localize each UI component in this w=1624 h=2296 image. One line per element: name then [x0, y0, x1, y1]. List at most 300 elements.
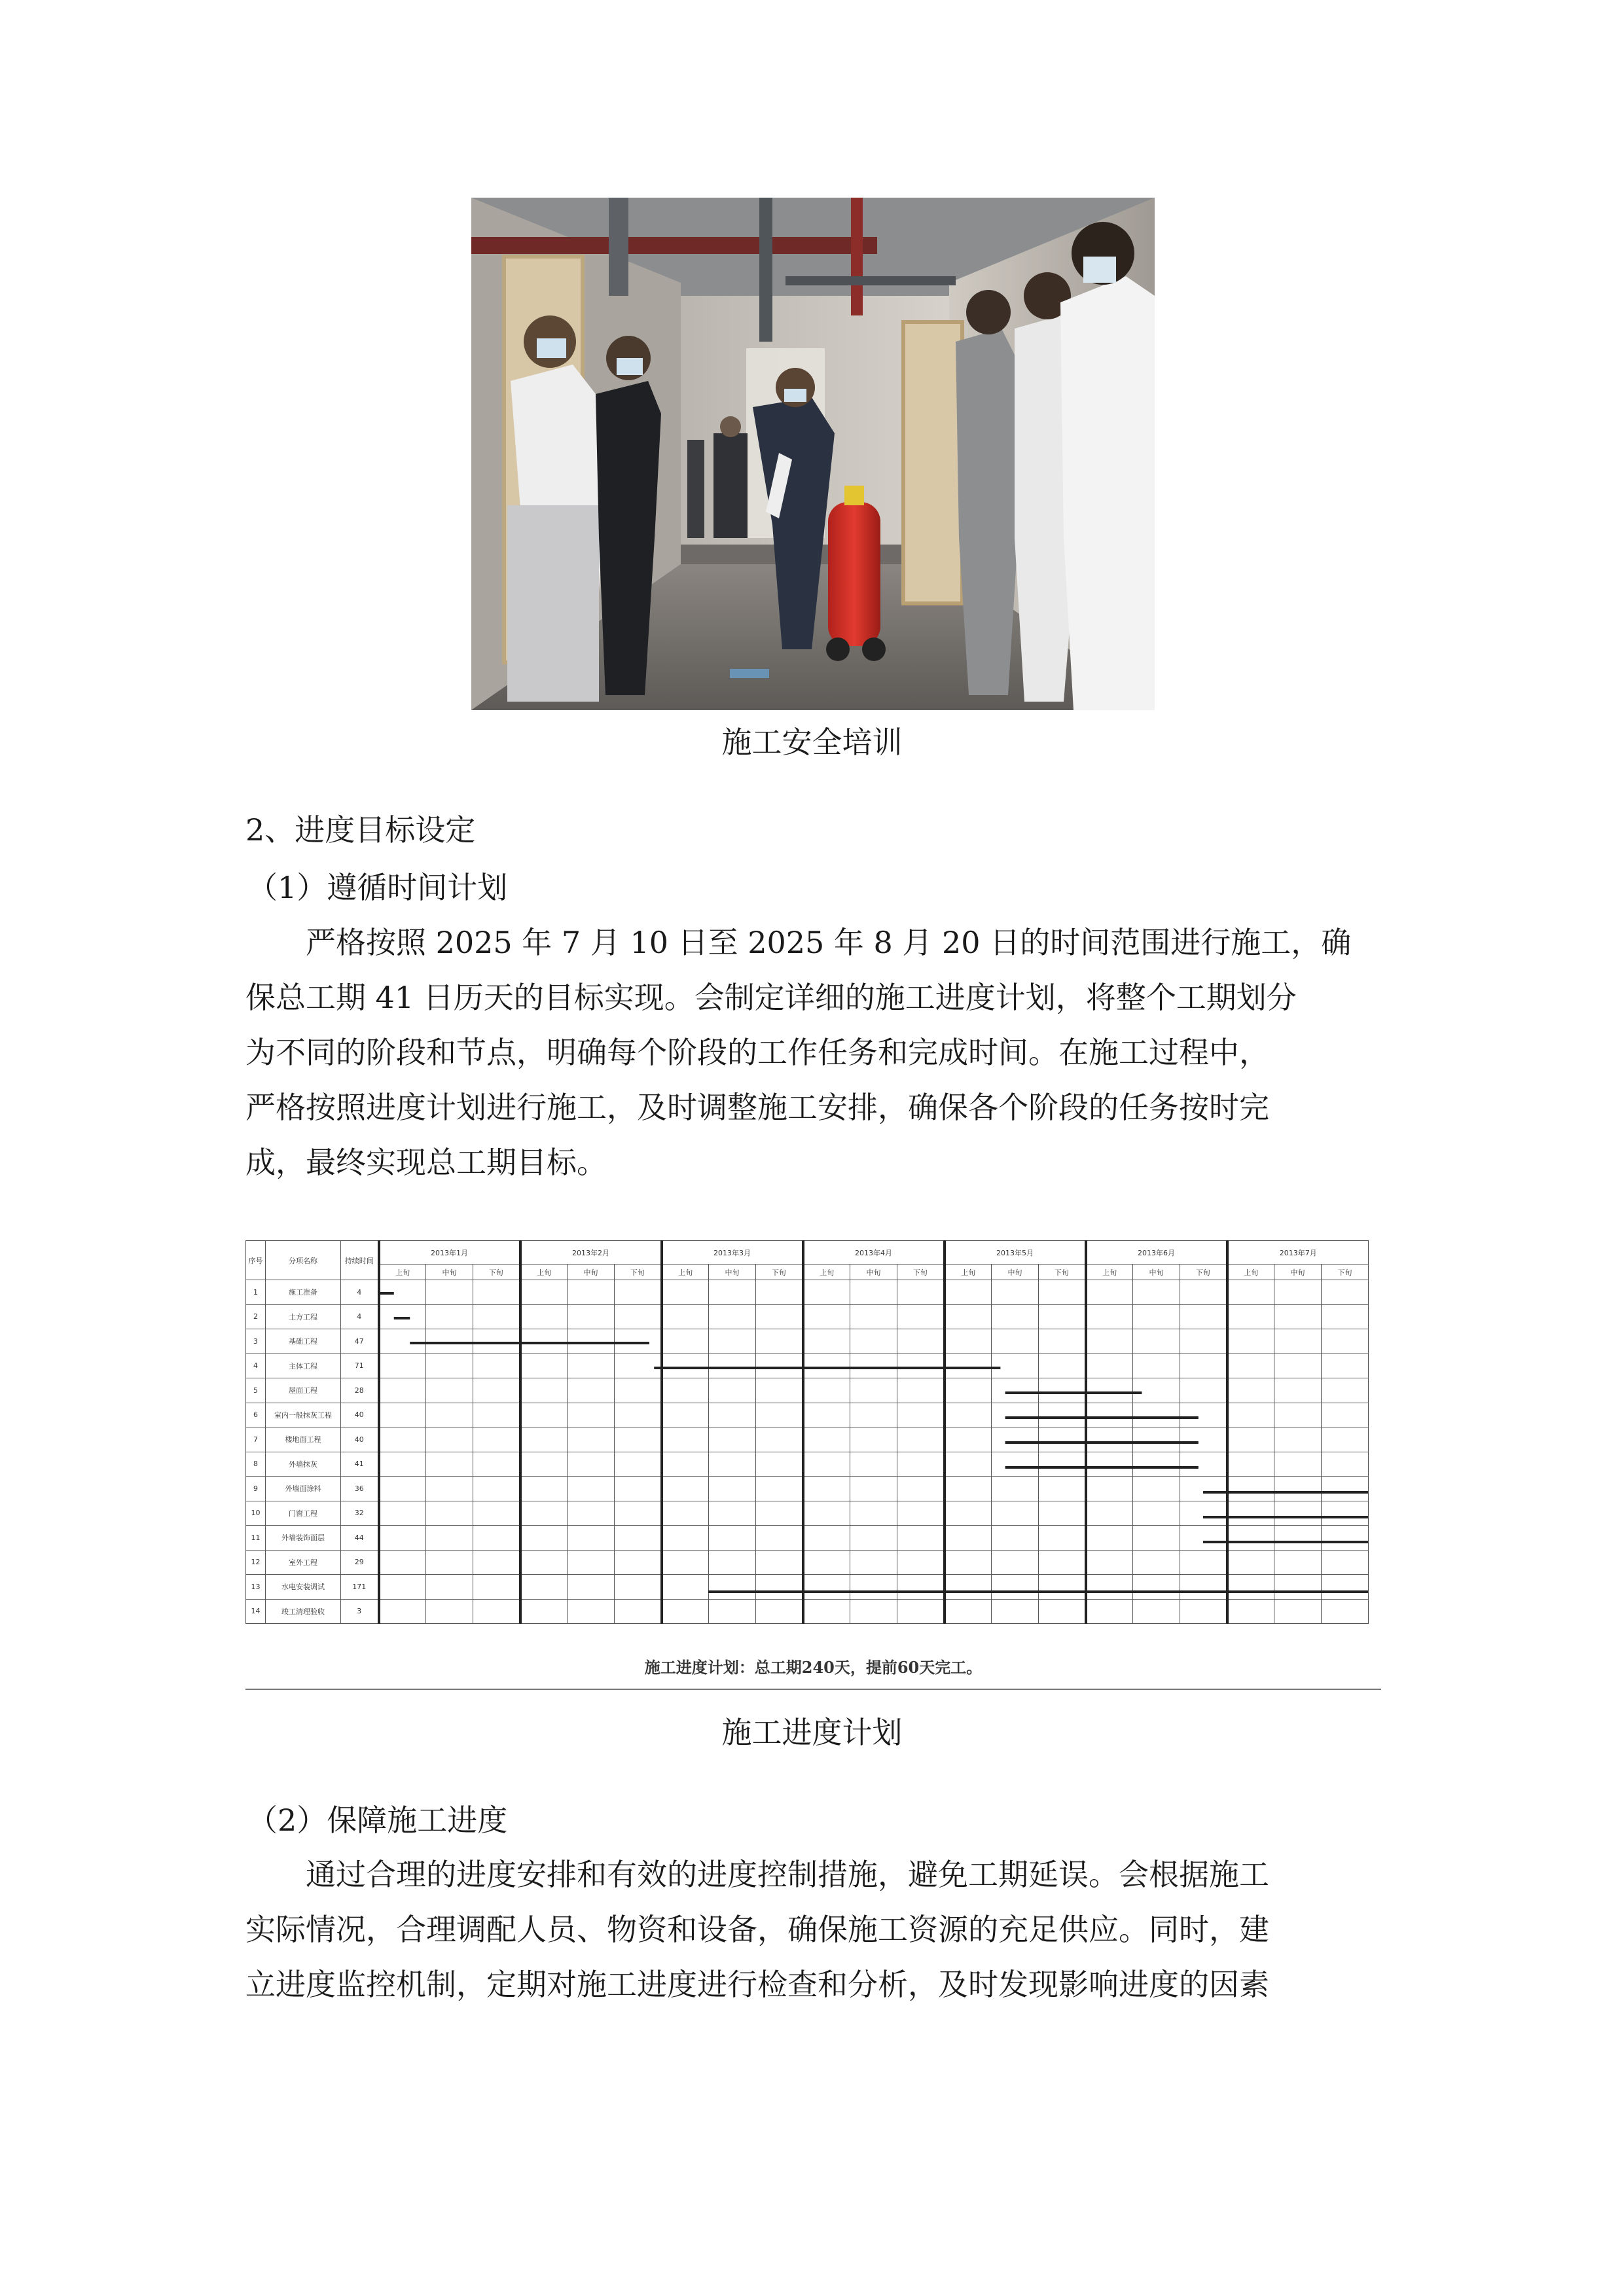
- gantt-timeline-cell: [520, 1304, 568, 1329]
- gantt-timeline-cell: [1133, 1329, 1180, 1354]
- gantt-timeline-cell: [568, 1378, 615, 1403]
- gantt-timeline-cell: [897, 1354, 945, 1378]
- gantt-period-header: 下旬: [473, 1265, 520, 1280]
- gantt-timeline-cell: [756, 1329, 803, 1354]
- gantt-timeline-cell: [1086, 1304, 1133, 1329]
- gantt-timeline-cell: [945, 1378, 992, 1403]
- paragraph-1-line: 为不同的阶段和节点，明确每个阶段的工作任务和完成时间。在施工过程中，: [245, 1035, 1269, 1070]
- gantt-timeline-cell: [897, 1550, 945, 1575]
- gantt-timeline-cell: [897, 1304, 945, 1329]
- gantt-timeline-cell: [1039, 1599, 1086, 1624]
- gantt-timeline-cell: [850, 1304, 897, 1329]
- gantt-timeline-cell: [1274, 1304, 1322, 1329]
- gantt-timeline-cell: [473, 1304, 520, 1329]
- gantt-timeline-cell: [520, 1403, 568, 1427]
- gantt-timeline-cell: [803, 1575, 850, 1600]
- gantt-timeline-cell: [1322, 1280, 1369, 1305]
- gantt-timeline-cell: [709, 1575, 756, 1600]
- gantt-timeline-cell: [379, 1575, 426, 1600]
- gantt-timeline-cell: [379, 1329, 426, 1354]
- gantt-timeline-cell: [473, 1550, 520, 1575]
- paragraph-1-line: 保总工期 41 日历天的目标实现。会制定详细的施工进度计划，将整个工期划分: [245, 980, 1297, 1015]
- gantt-timeline-cell: [850, 1427, 897, 1452]
- gantt-timeline-cell: [426, 1403, 473, 1427]
- gantt-timeline-cell: [662, 1501, 709, 1526]
- gantt-bottom-rule: [245, 1689, 1381, 1690]
- subsection-heading-1: （1）遵循时间计划: [247, 870, 508, 905]
- gantt-timeline-cell: [1086, 1550, 1133, 1575]
- gantt-period-header: 中旬: [850, 1265, 897, 1280]
- gantt-cell-name: 基础工程: [266, 1329, 341, 1354]
- gantt-timeline-cell: [1274, 1575, 1322, 1600]
- gantt-cell-no: 5: [246, 1378, 266, 1403]
- gantt-timeline-cell: [426, 1427, 473, 1452]
- gantt-timeline-cell: [1180, 1501, 1227, 1526]
- gantt-timeline-cell: [473, 1477, 520, 1501]
- gantt-timeline-cell: [1133, 1452, 1180, 1477]
- gantt-timeline-cell: [1322, 1452, 1369, 1477]
- gantt-timeline-cell: [662, 1354, 709, 1378]
- gantt-timeline-cell: [1133, 1354, 1180, 1378]
- gantt-timeline-cell: [945, 1427, 992, 1452]
- gantt-cell-duration: 40: [341, 1403, 379, 1427]
- gantt-row: [246, 1501, 1369, 1526]
- gantt-timeline-cell: [756, 1599, 803, 1624]
- gantt-row: [246, 1378, 1369, 1403]
- gantt-timeline-cell: [1086, 1354, 1133, 1378]
- gantt-cell-duration: 4: [341, 1304, 379, 1329]
- gantt-month-header: 2013年3月: [662, 1241, 803, 1265]
- gantt-timeline-cell: [803, 1403, 850, 1427]
- gantt-timeline-cell: [945, 1280, 992, 1305]
- gantt-timeline-cell: [1039, 1550, 1086, 1575]
- gantt-row: [246, 1329, 1369, 1354]
- gantt-month-header: 2013年6月: [1086, 1241, 1227, 1265]
- gantt-timeline-cell: [568, 1452, 615, 1477]
- gantt-period-header: 上旬: [520, 1265, 568, 1280]
- gantt-timeline-cell: [992, 1427, 1039, 1452]
- safety-training-photo: [471, 198, 1155, 710]
- gantt-timeline-cell: [426, 1452, 473, 1477]
- gantt-timeline-cell: [520, 1526, 568, 1551]
- gantt-timeline-cell: [615, 1599, 662, 1624]
- gantt-timeline-cell: [426, 1477, 473, 1501]
- paragraph-1: [245, 915, 1378, 1190]
- gantt-timeline-cell: [379, 1427, 426, 1452]
- gantt-caption: 施工进度计划: [721, 1715, 903, 1750]
- gantt-timeline-cell: [897, 1329, 945, 1354]
- gantt-timeline-cell: [756, 1280, 803, 1305]
- gantt-timeline-cell: [992, 1501, 1039, 1526]
- gantt-timeline-cell: [850, 1550, 897, 1575]
- gantt-timeline-cell: [945, 1304, 992, 1329]
- gantt-timeline-cell: [568, 1550, 615, 1575]
- gantt-timeline-cell: [426, 1354, 473, 1378]
- paragraph-1-line: 成，最终实现总工期目标。: [245, 1145, 607, 1180]
- gantt-timeline-cell: [662, 1599, 709, 1624]
- gantt-timeline-cell: [803, 1280, 850, 1305]
- gantt-timeline-cell: [520, 1477, 568, 1501]
- gantt-timeline-cell: [473, 1452, 520, 1477]
- gantt-timeline-cell: [426, 1329, 473, 1354]
- gantt-timeline-cell: [520, 1599, 568, 1624]
- gantt-timeline-cell: [1086, 1403, 1133, 1427]
- gantt-period-header: 上旬: [945, 1265, 992, 1280]
- gantt-timeline-cell: [1227, 1575, 1274, 1600]
- gantt-timeline-cell: [1180, 1452, 1227, 1477]
- gantt-timeline-cell: [1322, 1427, 1369, 1452]
- gantt-timeline-cell: [1039, 1452, 1086, 1477]
- gantt-timeline-cell: [850, 1575, 897, 1600]
- paragraph-2-line: 实际情况，合理调配人员、物资和设备，确保施工资源的充足供应。同时，建: [245, 1912, 1269, 1947]
- gantt-timeline-cell: [568, 1354, 615, 1378]
- photo-caption: 施工安全培训: [721, 725, 903, 760]
- gantt-timeline-cell: [615, 1526, 662, 1551]
- gantt-timeline-cell: [520, 1427, 568, 1452]
- gantt-timeline-cell: [1039, 1304, 1086, 1329]
- gantt-timeline-cell: [850, 1477, 897, 1501]
- gantt-period-header: 上旬: [379, 1265, 426, 1280]
- gantt-row: [246, 1304, 1369, 1329]
- gantt-timeline-cell: [992, 1378, 1039, 1403]
- gantt-timeline-cell: [709, 1354, 756, 1378]
- gantt-timeline-cell: [1039, 1403, 1086, 1427]
- gantt-cell-name: 外墙装饰面层: [266, 1526, 341, 1551]
- gantt-timeline-cell: [379, 1403, 426, 1427]
- gantt-timeline-cell: [1086, 1329, 1133, 1354]
- gantt-timeline-cell: [709, 1526, 756, 1551]
- gantt-row: [246, 1526, 1369, 1551]
- gantt-period-header: 下旬: [1039, 1265, 1086, 1280]
- gantt-timeline-cell: [1322, 1501, 1369, 1526]
- gantt-timeline-cell: [615, 1304, 662, 1329]
- gantt-timeline-cell: [426, 1526, 473, 1551]
- gantt-row: [246, 1427, 1369, 1452]
- gantt-timeline-cell: [379, 1477, 426, 1501]
- gantt-timeline-cell: [992, 1304, 1039, 1329]
- gantt-timeline-cell: [615, 1452, 662, 1477]
- gantt-timeline-cell: [709, 1501, 756, 1526]
- gantt-cell-no: 6: [246, 1403, 266, 1427]
- gantt-timeline-cell: [1274, 1427, 1322, 1452]
- gantt-timeline-cell: [945, 1452, 992, 1477]
- gantt-cell-name: 室外工程: [266, 1550, 341, 1575]
- gantt-timeline-cell: [1180, 1427, 1227, 1452]
- gantt-row: [246, 1452, 1369, 1477]
- gantt-timeline-cell: [662, 1452, 709, 1477]
- gantt-timeline-cell: [1274, 1354, 1322, 1378]
- gantt-cell-duration: 36: [341, 1477, 379, 1501]
- gantt-timeline-cell: [1274, 1452, 1322, 1477]
- gantt-timeline-cell: [1133, 1550, 1180, 1575]
- gantt-timeline-cell: [756, 1526, 803, 1551]
- gantt-timeline-cell: [1180, 1354, 1227, 1378]
- gantt-timeline-cell: [473, 1403, 520, 1427]
- gantt-timeline-cell: [1227, 1304, 1274, 1329]
- gantt-timeline-cell: [1227, 1329, 1274, 1354]
- gantt-cell-duration: 28: [341, 1378, 379, 1403]
- gantt-timeline-cell: [1133, 1304, 1180, 1329]
- gantt-timeline-cell: [1180, 1550, 1227, 1575]
- gantt-timeline-cell: [568, 1427, 615, 1452]
- paragraph-2-line: 通过合理的进度安排和有效的进度控制措施，避免工期延误。会根据施工: [306, 1857, 1269, 1892]
- gantt-timeline-cell: [709, 1403, 756, 1427]
- gantt-cell-duration: 44: [341, 1526, 379, 1551]
- gantt-footer-note: 施工进度计划：总工期240天，提前60天完工。: [644, 1658, 983, 1677]
- section-heading: 2、进度目标设定: [245, 812, 476, 848]
- gantt-timeline-cell: [379, 1501, 426, 1526]
- gantt-timeline-cell: [897, 1427, 945, 1452]
- gantt-timeline-cell: [897, 1501, 945, 1526]
- gantt-timeline-cell: [897, 1452, 945, 1477]
- gantt-timeline-cell: [1133, 1280, 1180, 1305]
- gantt-timeline-cell: [850, 1501, 897, 1526]
- gantt-timeline-cell: [1039, 1329, 1086, 1354]
- gantt-timeline-cell: [1227, 1280, 1274, 1305]
- gantt-timeline-cell: [615, 1477, 662, 1501]
- gantt-timeline-cell: [1227, 1427, 1274, 1452]
- gantt-row: [246, 1550, 1369, 1575]
- gantt-timeline-cell: [992, 1550, 1039, 1575]
- gantt-cell-name: 水电安装调试: [266, 1575, 341, 1600]
- gantt-cell-no: 3: [246, 1329, 266, 1354]
- gantt-cell-no: 9: [246, 1477, 266, 1501]
- gantt-timeline-cell: [379, 1599, 426, 1624]
- gantt-timeline-cell: [426, 1280, 473, 1305]
- gantt-cell-name: 外墙面涂料: [266, 1477, 341, 1501]
- gantt-timeline-cell: [1039, 1354, 1086, 1378]
- gantt-timeline-cell: [520, 1280, 568, 1305]
- gantt-timeline-cell: [426, 1599, 473, 1624]
- gantt-timeline-cell: [1180, 1477, 1227, 1501]
- subsection-heading-2: （2）保障施工进度: [247, 1803, 508, 1838]
- gantt-timeline-cell: [473, 1501, 520, 1526]
- gantt-timeline-cell: [803, 1452, 850, 1477]
- gantt-timeline-cell: [945, 1354, 992, 1378]
- gantt-cell-name: 土方工程: [266, 1304, 341, 1329]
- gantt-timeline-cell: [615, 1280, 662, 1305]
- gantt-cell-name: 主体工程: [266, 1354, 341, 1378]
- gantt-timeline-cell: [379, 1354, 426, 1378]
- gantt-cell-duration: 47: [341, 1329, 379, 1354]
- gantt-period-header: 中旬: [709, 1265, 756, 1280]
- gantt-timeline-cell: [945, 1526, 992, 1551]
- gantt-period-header: 中旬: [1133, 1265, 1180, 1280]
- gantt-timeline-cell: [1086, 1477, 1133, 1501]
- gantt-month-header: 2013年1月: [379, 1241, 520, 1265]
- gantt-timeline-cell: [992, 1575, 1039, 1600]
- gantt-timeline-cell: [850, 1354, 897, 1378]
- gantt-timeline-cell: [520, 1378, 568, 1403]
- gantt-timeline-cell: [945, 1550, 992, 1575]
- gantt-timeline-cell: [615, 1427, 662, 1452]
- gantt-timeline-cell: [473, 1575, 520, 1600]
- gantt-timeline-cell: [1180, 1575, 1227, 1600]
- gantt-timeline-cell: [803, 1378, 850, 1403]
- gantt-timeline-cell: [662, 1280, 709, 1305]
- gantt-timeline-cell: [1039, 1280, 1086, 1305]
- gantt-period-header: 中旬: [426, 1265, 473, 1280]
- gantt-timeline-cell: [945, 1599, 992, 1624]
- gantt-period-header: 下旬: [756, 1265, 803, 1280]
- gantt-timeline-cell: [1274, 1501, 1322, 1526]
- gantt-timeline-cell: [1180, 1329, 1227, 1354]
- gantt-timeline-cell: [1086, 1599, 1133, 1624]
- gantt-timeline-cell: [897, 1575, 945, 1600]
- gantt-timeline-cell: [1227, 1452, 1274, 1477]
- gantt-timeline-cell: [568, 1477, 615, 1501]
- gantt-timeline-cell: [709, 1304, 756, 1329]
- gantt-cell-duration: 40: [341, 1427, 379, 1452]
- gantt-timeline-cell: [1274, 1550, 1322, 1575]
- gantt-col-header: 分项名称: [266, 1241, 341, 1280]
- gantt-timeline-cell: [756, 1304, 803, 1329]
- gantt-timeline-cell: [756, 1575, 803, 1600]
- gantt-month-header: 2013年5月: [945, 1241, 1086, 1265]
- gantt-timeline-cell: [1039, 1575, 1086, 1600]
- gantt-timeline-cell: [1039, 1501, 1086, 1526]
- gantt-timeline-cell: [709, 1599, 756, 1624]
- gantt-timeline-cell: [709, 1280, 756, 1305]
- gantt-timeline-cell: [568, 1403, 615, 1427]
- gantt-timeline-cell: [1274, 1403, 1322, 1427]
- gantt-timeline-cell: [897, 1526, 945, 1551]
- gantt-timeline-cell: [1133, 1501, 1180, 1526]
- gantt-timeline-cell: [568, 1526, 615, 1551]
- gantt-timeline-cell: [709, 1378, 756, 1403]
- gantt-timeline-cell: [945, 1501, 992, 1526]
- gantt-cell-duration: 4: [341, 1280, 379, 1305]
- gantt-cell-no: 11: [246, 1526, 266, 1551]
- paragraph-2: [245, 1847, 1378, 2012]
- gantt-col-header: 持续时间: [341, 1241, 379, 1280]
- gantt-timeline-cell: [1180, 1599, 1227, 1624]
- gantt-timeline-cell: [615, 1354, 662, 1378]
- gantt-cell-name: 楼地面工程: [266, 1427, 341, 1452]
- gantt-timeline-cell: [615, 1501, 662, 1526]
- gantt-timeline-cell: [897, 1280, 945, 1305]
- gantt-cell-name: 施工准备: [266, 1280, 341, 1305]
- gantt-timeline-cell: [473, 1329, 520, 1354]
- gantt-timeline-cell: [803, 1329, 850, 1354]
- gantt-timeline-cell: [756, 1477, 803, 1501]
- gantt-timeline-cell: [850, 1599, 897, 1624]
- gantt-timeline-cell: [1133, 1575, 1180, 1600]
- gantt-timeline-cell: [850, 1526, 897, 1551]
- gantt-timeline-cell: [803, 1526, 850, 1551]
- gantt-timeline-cell: [426, 1304, 473, 1329]
- gantt-timeline-cell: [709, 1427, 756, 1452]
- gantt-timeline-cell: [992, 1599, 1039, 1624]
- gantt-timeline-cell: [568, 1575, 615, 1600]
- gantt-timeline-cell: [992, 1329, 1039, 1354]
- gantt-timeline-cell: [992, 1452, 1039, 1477]
- gantt-timeline-cell: [945, 1329, 992, 1354]
- gantt-timeline-cell: [1274, 1599, 1322, 1624]
- gantt-cell-name: 门窗工程: [266, 1501, 341, 1526]
- gantt-timeline-cell: [426, 1378, 473, 1403]
- gantt-timeline-cell: [1086, 1378, 1133, 1403]
- gantt-timeline-cell: [897, 1477, 945, 1501]
- gantt-timeline-cell: [1227, 1477, 1274, 1501]
- gantt-timeline-cell: [520, 1452, 568, 1477]
- gantt-timeline-cell: [945, 1403, 992, 1427]
- gantt-row: [246, 1575, 1369, 1600]
- gantt-timeline-cell: [1086, 1427, 1133, 1452]
- photo-illustration: [471, 198, 1155, 710]
- gantt-timeline-cell: [1322, 1378, 1369, 1403]
- gantt-timeline-cell: [1322, 1575, 1369, 1600]
- gantt-timeline-cell: [379, 1550, 426, 1575]
- gantt-timeline-cell: [756, 1452, 803, 1477]
- gantt-timeline-cell: [1274, 1329, 1322, 1354]
- gantt-timeline-cell: [662, 1526, 709, 1551]
- gantt-timeline-cell: [1180, 1403, 1227, 1427]
- gantt-timeline-cell: [1086, 1501, 1133, 1526]
- gantt-cell-duration: 71: [341, 1354, 379, 1378]
- gantt-row: [246, 1403, 1369, 1427]
- gantt-timeline-cell: [473, 1280, 520, 1305]
- gantt-grid: [245, 1240, 1369, 1624]
- gantt-row: [246, 1280, 1369, 1305]
- gantt-timeline-cell: [1227, 1599, 1274, 1624]
- gantt-timeline-cell: [1086, 1452, 1133, 1477]
- gantt-timeline-cell: [1180, 1526, 1227, 1551]
- gantt-timeline-cell: [615, 1550, 662, 1575]
- gantt-timeline-cell: [662, 1304, 709, 1329]
- paragraph-2-line: 立进度监控机制，定期对施工进度进行检查和分析，及时发现影响进度的因素: [245, 1967, 1269, 2002]
- gantt-timeline-cell: [1322, 1477, 1369, 1501]
- gantt-cell-duration: 41: [341, 1452, 379, 1477]
- gantt-cell-no: 10: [246, 1501, 266, 1526]
- gantt-timeline-cell: [1227, 1378, 1274, 1403]
- gantt-timeline-cell: [756, 1501, 803, 1526]
- gantt-timeline-cell: [992, 1526, 1039, 1551]
- gantt-timeline-cell: [803, 1477, 850, 1501]
- gantt-timeline-cell: [379, 1452, 426, 1477]
- gantt-timeline-cell: [1227, 1403, 1274, 1427]
- gantt-timeline-cell: [850, 1280, 897, 1305]
- gantt-timeline-cell: [379, 1378, 426, 1403]
- gantt-cell-no: 13: [246, 1575, 266, 1600]
- gantt-cell-duration: 29: [341, 1550, 379, 1575]
- gantt-timeline-cell: [850, 1452, 897, 1477]
- gantt-month-header: 2013年7月: [1227, 1241, 1369, 1265]
- gantt-month-header: 2013年2月: [520, 1241, 662, 1265]
- gantt-timeline-cell: [709, 1477, 756, 1501]
- gantt-cell-duration: 32: [341, 1501, 379, 1526]
- gantt-timeline-cell: [1180, 1304, 1227, 1329]
- gantt-timeline-cell: [473, 1427, 520, 1452]
- gantt-timeline-cell: [568, 1304, 615, 1329]
- gantt-month-header: 2013年4月: [803, 1241, 945, 1265]
- gantt-timeline-cell: [1039, 1477, 1086, 1501]
- gantt-timeline-cell: [992, 1280, 1039, 1305]
- gantt-timeline-cell: [379, 1526, 426, 1551]
- gantt-timeline-cell: [1322, 1329, 1369, 1354]
- gantt-timeline-cell: [662, 1477, 709, 1501]
- paragraph-1-line: 严格按照进度计划进行施工，及时调整施工安排，确保各个阶段的任务按时完: [245, 1090, 1269, 1125]
- gantt-period-header: 下旬: [1180, 1265, 1227, 1280]
- gantt-period-header: 上旬: [1086, 1265, 1133, 1280]
- gantt-period-header: 中旬: [568, 1265, 615, 1280]
- gantt-timeline-cell: [520, 1354, 568, 1378]
- gantt-timeline-cell: [520, 1550, 568, 1575]
- gantt-timeline-cell: [615, 1329, 662, 1354]
- gantt-cell-duration: 171: [341, 1575, 379, 1600]
- gantt-period-header: 下旬: [615, 1265, 662, 1280]
- gantt-timeline-cell: [568, 1501, 615, 1526]
